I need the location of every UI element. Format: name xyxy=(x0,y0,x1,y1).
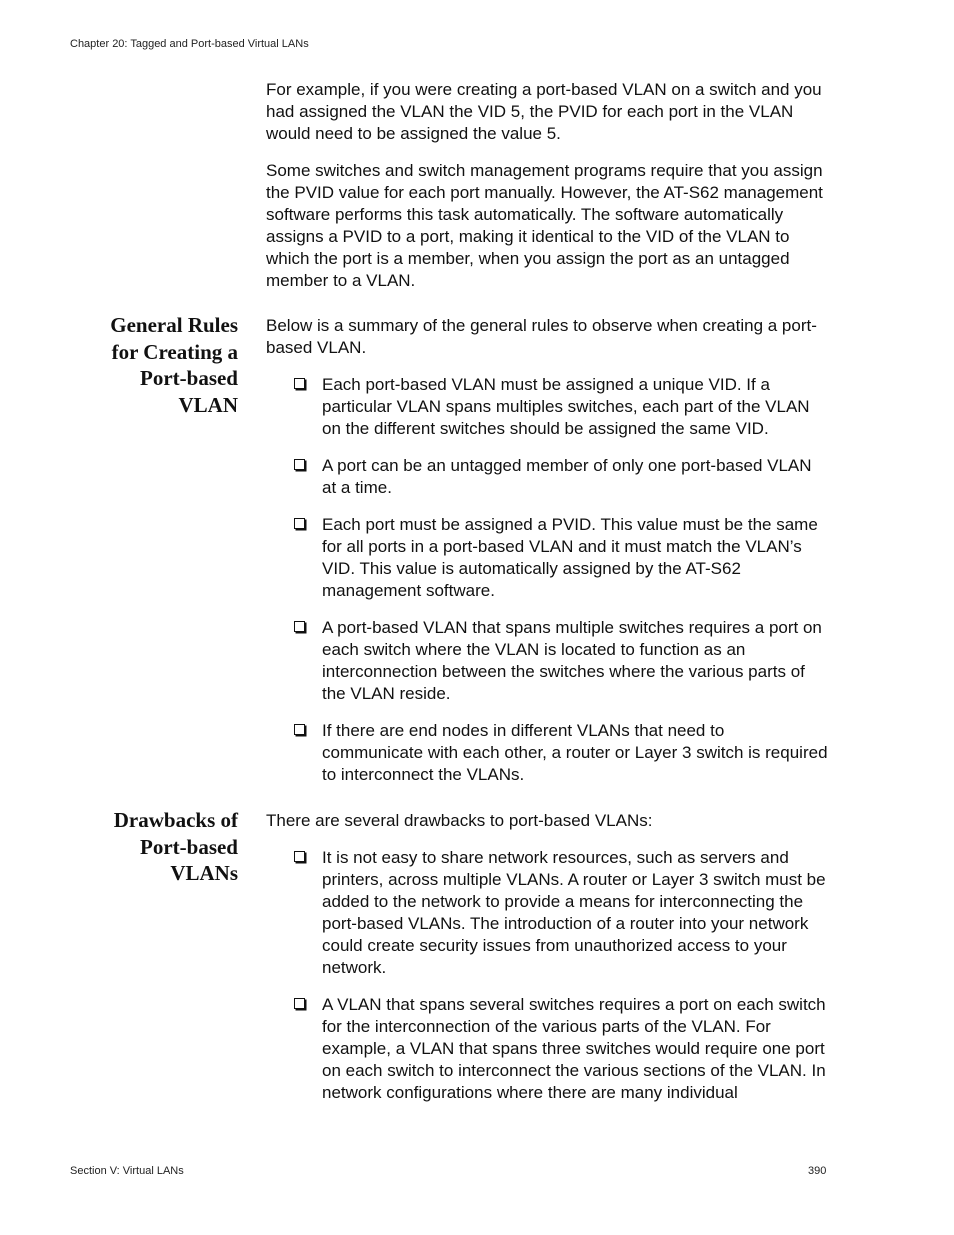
list-item xyxy=(266,374,828,440)
checkbox-bullet-icon xyxy=(294,518,305,529)
list-item-text: A port can be an untagged member of only one port-based VLAN at a time. xyxy=(322,456,812,497)
list-item-text: A port-based VLAN that spans multiple switches requires a port on each switch where the VLAN is located to function as an interconnection between the switches where the various parts of the VLAN reside. xyxy=(322,618,822,703)
list-item xyxy=(266,847,828,979)
drawbacks-list xyxy=(266,847,828,1119)
page-number: 390 xyxy=(808,1165,827,1177)
list-item-text: Each port-based VLAN must be assigned a unique VID. If a particular VLAN spans multiples switches, each part of the VLAN on the different switches should be assigned the same VID. xyxy=(322,375,810,438)
intro-section xyxy=(266,79,828,292)
general-rules-list xyxy=(266,374,828,801)
list-item-text: Each port must be assigned a PVID. This value must be the same for all ports in a port-based VLAN and it must match the VLAN’s VID. This value is automatically assigned by the AT-S62 management software. xyxy=(322,515,818,600)
checkbox-bullet-icon xyxy=(294,998,305,1009)
checkbox-bullet-icon xyxy=(294,459,305,470)
list-item xyxy=(266,455,828,499)
list-item xyxy=(266,514,828,602)
drawbacks-heading: Drawbacks of Port-based VLANs xyxy=(113,808,238,885)
list-item-text: If there are end nodes in different VLANs that need to communicate with each other, a router or Layer 3 switch is required to interconnect the VLANs. xyxy=(322,721,828,784)
checkbox-bullet-icon xyxy=(294,621,305,632)
drawbacks-intro: There are several drawbacks to port-based VLANs: xyxy=(266,811,653,830)
checkbox-bullet-icon xyxy=(294,378,305,389)
list-item-text: A VLAN that spans several switches requires a port on each switch for the interconnection of the various parts of the VLAN. For example, a VLAN that spans three switches would require one port on each switch to interconnect the various sections of the VLAN. In network configurations where there are many individual xyxy=(322,995,826,1102)
running-header: Chapter 20: Tagged and Port-based Virtual LANs xyxy=(70,38,309,50)
list-item-text: It is not easy to share network resources, such as servers and printers, across multiple VLANs. A router or Layer 3 switch must be added to the network to provide a means for interconnecting the port-based VLANs. The introduction of a router into your network could create security issues from unauthorized access to your network. xyxy=(322,848,826,977)
checkbox-bullet-icon xyxy=(294,851,305,862)
intro-paragraph-1: For example, if you were creating a port-based VLAN on a switch and you had assigned the VLAN the VID 5, the PVID for each port in the VLAN would need to be assigned the value 5. xyxy=(266,80,822,143)
general-rules-intro: Below is a summary of the general rules to observe when creating a port-based VLAN. xyxy=(266,316,817,357)
general-rules-heading: General Rules for Creating a Port-based VLAN xyxy=(110,313,238,417)
list-item xyxy=(266,994,828,1104)
footer-section-title: Section V: Virtual LANs xyxy=(70,1165,184,1177)
checkbox-bullet-icon xyxy=(294,724,305,735)
list-item xyxy=(266,617,828,705)
list-item xyxy=(266,720,828,786)
intro-paragraph-2: Some switches and switch management programs require that you assign the PVID value for each port manually. However, the AT-S62 management software performs this task automatically. The software automatically assigns a PVID to a port, making it identical to the VID of the VLAN to which the port is a member, when you assign the port as an untagged member to a VLAN. xyxy=(266,161,823,290)
